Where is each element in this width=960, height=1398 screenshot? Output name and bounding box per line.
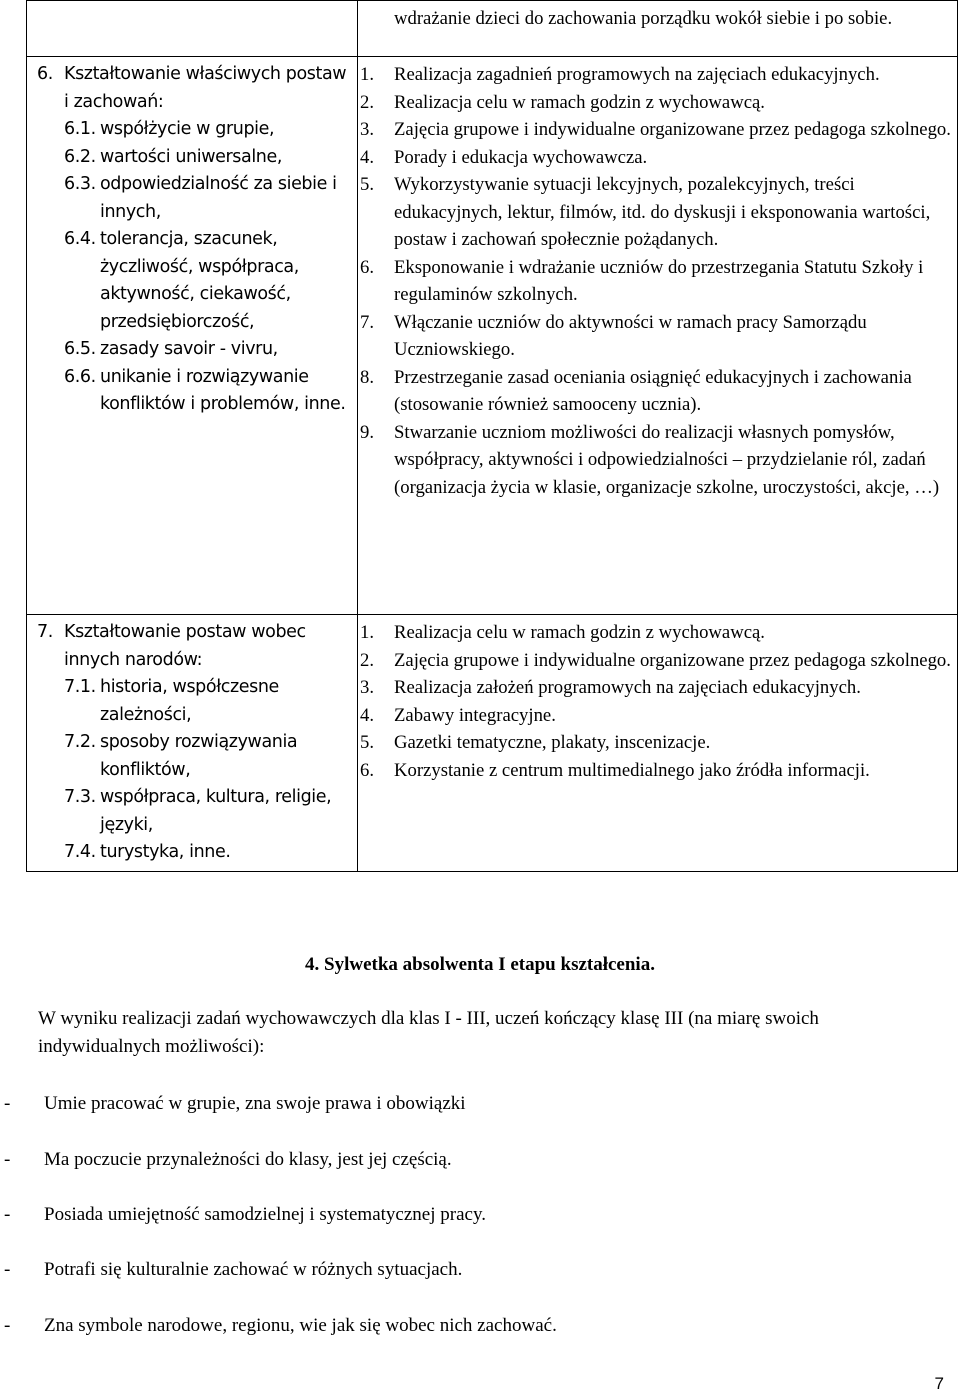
item-number: 9. bbox=[360, 421, 375, 443]
item-text: Kształtowanie postaw wobec innych narodów: bbox=[64, 622, 306, 670]
item-text: Kształtowanie właściwych postaw i zachowań: bbox=[64, 64, 347, 112]
item-text: Eksponowanie i wdrażanie uczniów do przestrzegania Statutu Szkoły i regulaminów szkolnych. bbox=[394, 256, 924, 305]
continued-text: wdrażanie dzieci do zachowania porządku wokół siebie i po sobie. bbox=[394, 8, 893, 29]
table-row bbox=[27, 1, 958, 57]
bullet-text: Zna symbole narodowe, regionu, wie jak się wobec nich zachować. bbox=[44, 1315, 557, 1336]
method-item bbox=[360, 309, 951, 364]
item-text: współżycie w grupie, bbox=[100, 119, 275, 139]
goal-subitem bbox=[37, 784, 353, 839]
item-text: Przestrzeganie zasad oceniania osiągnięć edukacyjnych i zachowania (stosowanie również samooceny ucznia). bbox=[394, 366, 912, 415]
method-item bbox=[360, 674, 951, 702]
page-number: 7 bbox=[934, 1374, 944, 1393]
goal-subitem bbox=[37, 839, 353, 867]
list-item bbox=[4, 1146, 904, 1173]
method-item bbox=[360, 419, 951, 502]
goals-cell bbox=[27, 615, 358, 872]
item-number: 6.1. bbox=[64, 119, 96, 139]
goal-subitem bbox=[37, 144, 353, 172]
goal-subitem bbox=[37, 729, 353, 784]
bullet-text: Potrafi się kulturalnie zachować w różnych sytuacjach. bbox=[44, 1259, 463, 1280]
list-item bbox=[4, 1256, 904, 1283]
bullet-dash: - bbox=[4, 1204, 11, 1225]
item-number: 6.2. bbox=[64, 146, 96, 167]
item-number: 3. bbox=[360, 677, 375, 698]
item-text: zasady savoir - vivru, bbox=[100, 339, 278, 359]
bullet-dash: - bbox=[4, 1315, 11, 1336]
item-number: 6.4. bbox=[64, 229, 96, 249]
section-heading: 4. Sylwetka absolwenta I etapu kształcenia. bbox=[305, 954, 655, 975]
methods-cell bbox=[358, 1, 958, 57]
goal-subitem bbox=[37, 116, 353, 144]
item-text: Realizacja celu w ramach godzin z wychowawcą. bbox=[394, 91, 765, 113]
list-item bbox=[4, 1090, 904, 1117]
item-number: 5. bbox=[360, 732, 375, 753]
item-number: 7.4. bbox=[64, 842, 96, 862]
table-row bbox=[27, 615, 958, 872]
item-text: Porady i edukacja wychowawcza. bbox=[394, 146, 648, 168]
item-number: 3. bbox=[360, 119, 375, 140]
method-item bbox=[360, 116, 951, 144]
item-text: turystyka, inne. bbox=[100, 842, 231, 862]
item-number: 7.1. bbox=[64, 677, 96, 697]
item-text: odpowiedzialność za siebie i innych, bbox=[100, 174, 337, 222]
method-item bbox=[360, 89, 951, 117]
item-text: Włączanie uczniów do aktywności w ramach pracy Samorządu Uczniowskiego. bbox=[394, 311, 867, 360]
section-intro: W wyniku realizacji zadań wychowawczych dla klas I - III, uczeń kończący klasę III (na miarę swoich indywidualnych możliwości): bbox=[38, 1008, 819, 1057]
item-text: Korzystanie z centrum multimedialnego jako źródła informacji. bbox=[394, 759, 870, 781]
item-number: 6. bbox=[37, 64, 53, 84]
method-item bbox=[360, 647, 951, 675]
methods-cell bbox=[358, 615, 958, 872]
bullet-dash: - bbox=[4, 1149, 11, 1170]
bullet-text: Ma poczucie przynależności do klasy, jest jej częścią. bbox=[44, 1149, 452, 1170]
goals-cell bbox=[27, 57, 358, 615]
method-item bbox=[360, 729, 951, 757]
goal-subitem bbox=[37, 674, 353, 729]
goal-item bbox=[37, 619, 353, 674]
goal-subitem bbox=[37, 336, 353, 364]
item-number: 7.2. bbox=[64, 732, 96, 752]
goal-item bbox=[37, 61, 353, 116]
method-item bbox=[360, 254, 951, 309]
item-text: Gazetki tematyczne, plakaty, inscenizacje. bbox=[394, 732, 711, 753]
item-number: 8. bbox=[360, 366, 375, 388]
method-item bbox=[360, 61, 951, 89]
methods-cell bbox=[358, 57, 958, 615]
method-item bbox=[360, 702, 951, 730]
table-row bbox=[27, 57, 958, 615]
item-number: 4. bbox=[360, 704, 375, 726]
item-text: Zajęcia grupowe i indywidualne organizowane przez pedagoga szkolnego. bbox=[394, 119, 951, 140]
bullet-text: Umie pracować w grupie, zna swoje prawa i obowiązki bbox=[44, 1093, 466, 1114]
goal-subitem bbox=[37, 171, 353, 226]
item-text: Realizacja celu w ramach godzin z wychowawcą. bbox=[394, 622, 765, 643]
goals-cell bbox=[27, 1, 358, 57]
item-number: 2. bbox=[360, 91, 375, 113]
item-text: Wykorzystywanie sytuacji lekcyjnych, pozalekcyjnych, treści edukacyjnych, lektur, filmów, itd. do dyskusji i eksponowania wartości, postaw i zachowań społecznie pożądanych. bbox=[394, 174, 931, 250]
item-text: Realizacja zagadnień programowych na zajęciach edukacyjnych. bbox=[394, 64, 880, 85]
item-number: 7. bbox=[37, 622, 53, 642]
item-number: 6.5. bbox=[64, 339, 96, 359]
item-text: Zajęcia grupowe i indywidualne organizowane przez pedagoga szkolnego. bbox=[394, 649, 951, 671]
bullet-dash: - bbox=[4, 1259, 11, 1280]
method-item bbox=[360, 144, 951, 172]
item-text: współpraca, kultura, religie, języki, bbox=[100, 787, 332, 835]
item-number: 1. bbox=[360, 64, 375, 85]
method-item bbox=[360, 619, 951, 647]
bullet-text: Posiada umiejętność samodzielnej i systematycznej pracy. bbox=[44, 1204, 486, 1225]
item-number: 1. bbox=[360, 622, 375, 643]
item-text: sposoby rozwiązywania konfliktów, bbox=[100, 732, 298, 780]
item-number: 6.6. bbox=[64, 366, 96, 387]
method-item bbox=[360, 757, 951, 785]
item-number: 7. bbox=[360, 311, 375, 333]
item-text: Realizacja założeń programowych na zajęciach edukacyjnych. bbox=[394, 677, 861, 698]
method-item bbox=[360, 171, 951, 254]
item-number: 6.3. bbox=[64, 174, 96, 194]
item-number: 4. bbox=[360, 146, 375, 168]
goal-subitem bbox=[37, 226, 353, 336]
item-number: 2. bbox=[360, 649, 375, 671]
bullet-dash: - bbox=[4, 1093, 11, 1114]
item-text: Stwarzanie uczniom możliwości do realizacji własnych pomysłów, współpracy, aktywności i odpowiedzialności – przydzielanie ról, zadań (organizacja życia w klasie, organizacje szkolne, uroczystości, akcje, …) bbox=[394, 421, 940, 498]
item-text: tolerancja, szacunek, życzliwość, współpraca, aktywność, ciekawość, przedsiębiorczość, bbox=[100, 229, 299, 332]
item-text: historia, współczesne zależności, bbox=[100, 677, 279, 725]
list-item bbox=[4, 1201, 904, 1228]
list-item bbox=[4, 1312, 904, 1339]
education-plan-table bbox=[26, 0, 958, 872]
item-text: wartości uniwersalne, bbox=[100, 146, 283, 167]
item-number: 6. bbox=[360, 759, 375, 781]
item-number: 6. bbox=[360, 256, 375, 278]
item-number: 7.3. bbox=[64, 787, 96, 807]
item-number: 5. bbox=[360, 174, 375, 195]
method-item bbox=[360, 364, 951, 419]
goal-subitem bbox=[37, 364, 353, 419]
item-text: Zabawy integracyjne. bbox=[394, 704, 556, 726]
item-text: unikanie i rozwiązywanie konfliktów i problemów, inne. bbox=[100, 366, 346, 414]
